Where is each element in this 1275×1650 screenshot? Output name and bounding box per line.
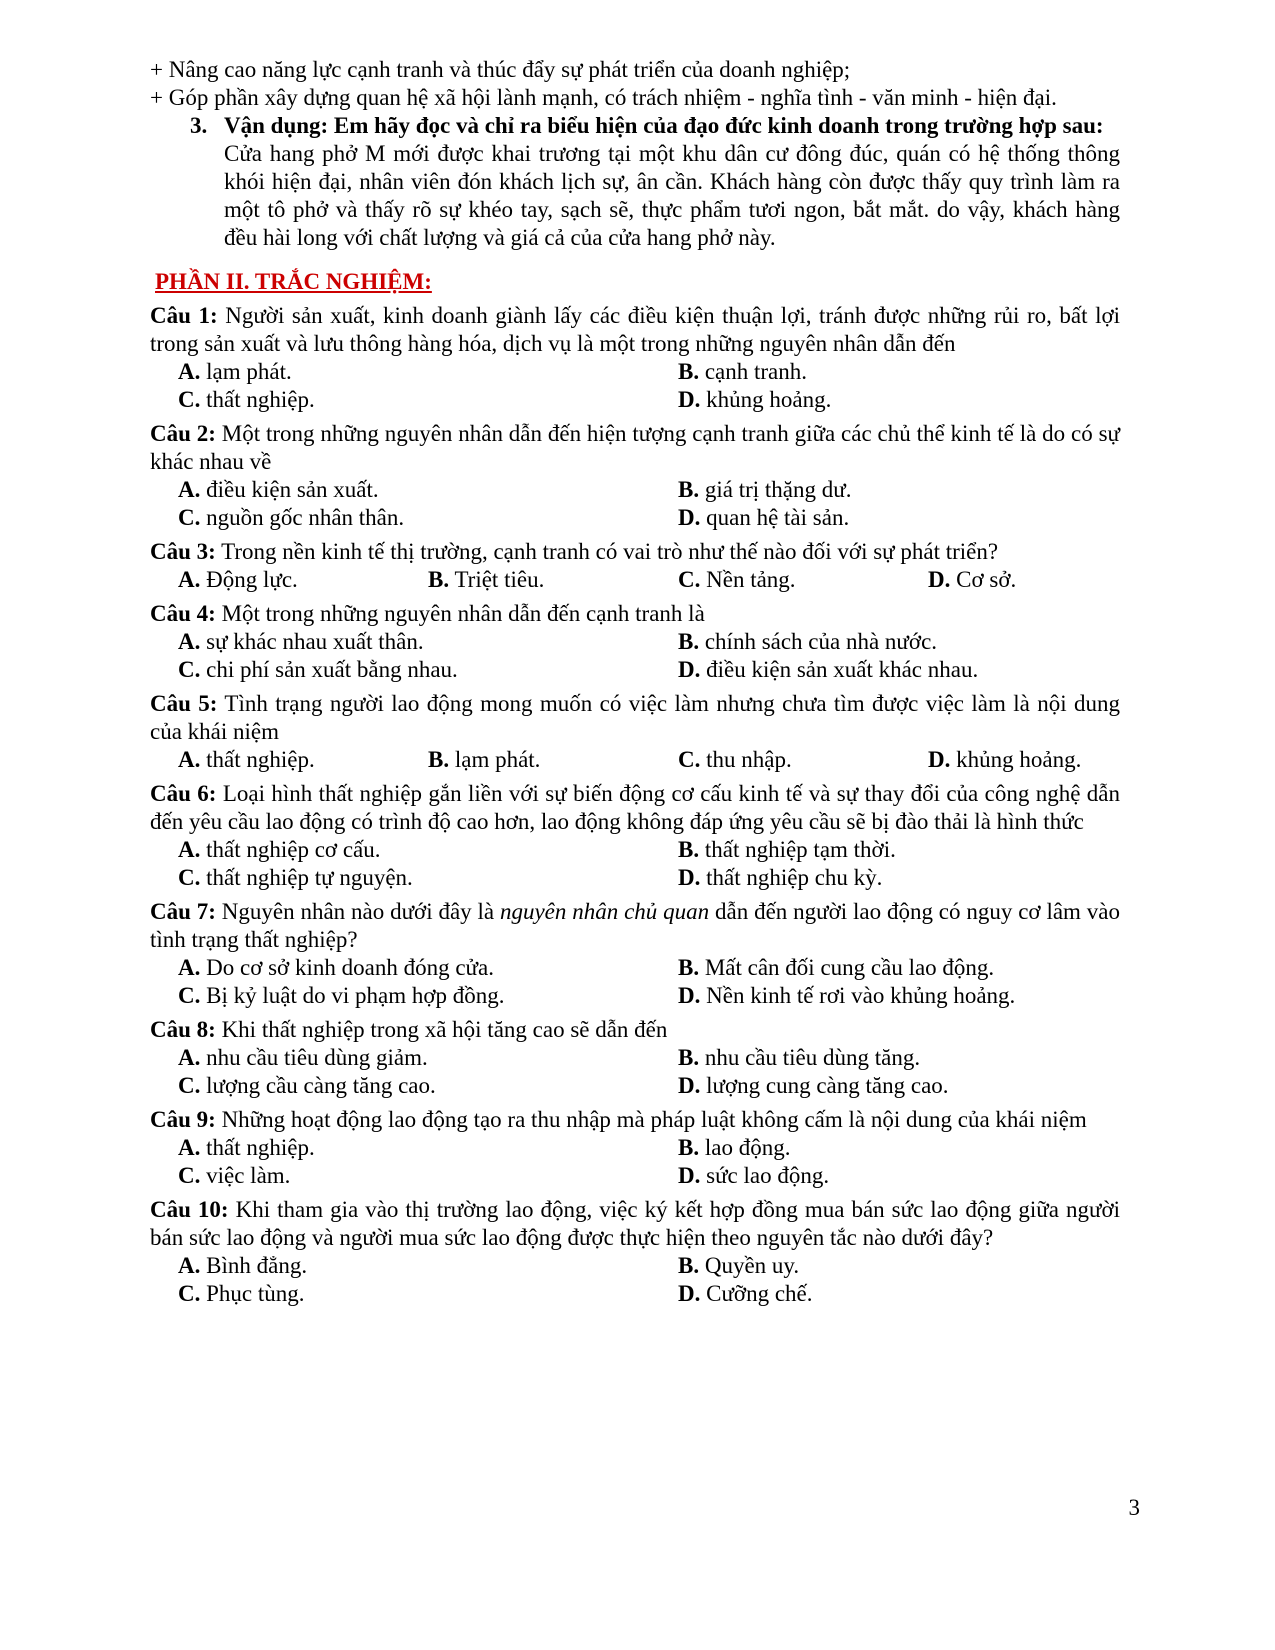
answer-option-d <box>928 566 1148 594</box>
option-text: Nền kinh tế rơi vào khủng hoảng. <box>706 983 1016 1008</box>
option-key: A. <box>178 747 201 772</box>
option-text: Bị kỷ luật do vi phạm hợp đồng. <box>206 983 505 1008</box>
question-stem <box>150 1016 1120 1044</box>
option-text: nhu cầu tiêu dùng giảm. <box>206 1045 428 1070</box>
answer-option-c <box>178 1072 678 1100</box>
question-stem <box>150 600 1120 628</box>
answer-option-c <box>178 504 678 532</box>
answer-option-b <box>678 1252 1148 1280</box>
page-content <box>150 56 1120 1308</box>
question-label: Câu 6: <box>150 781 217 806</box>
answer-option-d <box>678 1072 1148 1100</box>
question-text: Trong nền kinh tế thị trường, cạnh tranh có vai trò như thế nào đối với sự phát triển? <box>221 539 999 564</box>
answer-options <box>178 358 1120 414</box>
option-key: C. <box>678 747 701 772</box>
option-key: D. <box>678 865 701 890</box>
answer-option-a <box>178 1252 678 1280</box>
question-label: Câu 1: <box>150 303 218 328</box>
option-text: thất nghiệp tạm thời. <box>704 837 896 862</box>
question-stem <box>150 690 1120 746</box>
option-text: Phục tùng. <box>206 1281 305 1306</box>
question-label: Câu 7: <box>150 899 216 924</box>
answer-option-a <box>178 1134 678 1162</box>
answer-options <box>178 954 1120 1010</box>
option-key: D. <box>678 983 701 1008</box>
answer-option-c <box>678 746 928 774</box>
option-text: quan hệ tài sản. <box>706 505 850 530</box>
question-text: Khi thất nghiệp trong xã hội tăng cao sẽ dẫn đến <box>221 1017 668 1042</box>
option-key: D. <box>678 1281 701 1306</box>
answer-option-d <box>678 864 1148 892</box>
question-stem <box>150 420 1120 476</box>
option-key: D. <box>678 657 701 682</box>
question-text: Người sản xuất, kinh doanh giành lấy các điều kiện thuận lợi, tránh được những rủi ro, bất lợi trong sản xuất và lưu thông hàng hóa, dịch vụ là một trong những nguyên nhân dẫn đến <box>150 303 1121 356</box>
page-number: 3 <box>1128 1495 1140 1520</box>
option-text: Bình đẳng. <box>206 1253 308 1278</box>
answer-option-b <box>678 358 1148 386</box>
intro-line-2: + Góp phần xây dựng quan hệ xã hội lành mạnh, có trách nhiệm - nghĩa tình - văn minh - hiện đại. <box>150 85 1057 110</box>
question-9 <box>150 1106 1120 1190</box>
question-label: Câu 2: <box>150 421 216 446</box>
option-key: C. <box>178 505 201 530</box>
option-key: D. <box>928 747 951 772</box>
answer-option-c <box>178 656 678 684</box>
answer-option-d <box>678 982 1148 1010</box>
answer-option-b <box>678 954 1148 982</box>
part-2-title: PHẦN II. TRẮC NGHIỆM: <box>155 269 432 294</box>
option-key: A. <box>178 629 201 654</box>
question-text-after: dẫn đến người lao động có nguy cơ lâm vào tình trạng thất nghiệp? <box>150 899 1121 952</box>
answer-option-d <box>678 504 1148 532</box>
question-text: Một trong những nguyên nhân dẫn đến hiện tượng cạnh tranh giữa các chủ thể kinh tế là do có sự khác nhau về <box>150 421 1121 474</box>
section-3-number: 3. <box>190 113 208 138</box>
option-key: A. <box>178 567 201 592</box>
answer-options <box>178 836 1120 892</box>
option-key: C. <box>178 387 201 412</box>
question-text: Những hoạt động lao động tạo ra thu nhập mà pháp luật không cấm là nội dung của khái niệm <box>221 1107 1087 1132</box>
answer-option-c <box>178 982 678 1010</box>
answer-options <box>178 1044 1120 1100</box>
option-key: C. <box>178 657 201 682</box>
option-text: thất nghiệp. <box>206 1135 315 1160</box>
answer-options <box>178 1134 1120 1190</box>
option-text: sự khác nhau xuất thân. <box>206 629 424 654</box>
option-text: Nền tảng. <box>706 567 796 592</box>
option-key: C. <box>178 1281 201 1306</box>
option-text: thất nghiệp cơ cấu. <box>206 837 381 862</box>
answer-option-a <box>178 566 428 594</box>
answer-option-b <box>428 566 678 594</box>
option-key: C. <box>178 983 201 1008</box>
question-1 <box>150 302 1120 414</box>
answer-option-c <box>678 566 928 594</box>
question-2 <box>150 420 1120 532</box>
option-text: lượng cung càng tăng cao. <box>706 1073 949 1098</box>
question-list <box>150 302 1120 1308</box>
option-key: B. <box>678 1135 700 1160</box>
option-text: khủng hoảng. <box>956 747 1082 772</box>
option-key: B. <box>678 955 700 980</box>
option-key: B. <box>678 629 700 654</box>
section-3-heading-text: Vận dụng: Em hãy đọc và chỉ ra biểu hiện của đạo đức kinh doanh trong trường hợp sau: <box>224 113 1104 138</box>
question-text-before: Nguyên nhân nào dưới đây là <box>221 899 500 924</box>
option-text: nguồn gốc nhân thân. <box>206 505 405 530</box>
option-text: lượng cầu càng tăng cao. <box>206 1073 436 1098</box>
question-6 <box>150 780 1120 892</box>
option-key: A. <box>178 359 201 384</box>
option-key: B. <box>678 477 700 502</box>
option-text: Quyền uy. <box>704 1253 800 1278</box>
answer-option-a <box>178 746 428 774</box>
section-3-paragraph: Cửa hang phở M mới được khai trương tại một khu dân cư đông đúc, quán có hệ thống thông khói hiện đại, nhân viên đón khách lịch sự, ân cần. Khách hàng còn được thấy quy trình làm ra một tô phở và thấy rõ sự khéo tay, sạch sẽ, thực phẩm tươi ngon, bắt mắt. do vậy, khách hàng đều hài long với chất lượng và giá cả của cửa hang phở này. <box>224 141 1120 250</box>
question-10 <box>150 1196 1120 1308</box>
answer-options <box>178 476 1120 532</box>
answer-option-b <box>678 1044 1148 1072</box>
question-label: Câu 3: <box>150 539 216 564</box>
option-text: giá trị thặng dư. <box>704 477 852 502</box>
option-key: B. <box>678 1045 700 1070</box>
answer-option-b <box>678 836 1148 864</box>
answer-option-d <box>678 386 1148 414</box>
question-stem <box>150 780 1120 836</box>
option-text: lao động. <box>704 1135 791 1160</box>
option-key: C. <box>178 865 201 890</box>
question-7 <box>150 898 1120 1010</box>
option-key: C. <box>178 1073 201 1098</box>
option-text: Động lực. <box>206 567 298 592</box>
question-5 <box>150 690 1120 774</box>
answer-option-d <box>678 1280 1148 1308</box>
option-key: A. <box>178 955 201 980</box>
answer-options <box>178 746 1120 774</box>
option-key: A. <box>178 1135 201 1160</box>
answer-options <box>178 1252 1120 1308</box>
question-stem <box>150 538 1120 566</box>
option-key: B. <box>678 1253 700 1278</box>
answer-option-a <box>178 628 678 656</box>
option-text: thất nghiệp tự nguyện. <box>206 865 413 890</box>
question-label: Câu 8: <box>150 1017 216 1042</box>
question-text: Một trong những nguyên nhân dẫn đến cạnh tranh là <box>221 601 705 626</box>
option-text: Cưỡng chế. <box>706 1281 813 1306</box>
section-3-body <box>224 140 1120 252</box>
question-label: Câu 5: <box>150 691 218 716</box>
option-text: thất nghiệp. <box>206 747 315 772</box>
answer-option-a <box>178 358 678 386</box>
question-stem <box>150 898 1120 954</box>
question-3 <box>150 538 1120 594</box>
question-text: Loại hình thất nghiệp gắn liền với sự biến động cơ cấu kinh tế và sự thay đổi của công nghệ dẫn đến yêu cầu lao động có trình độ cao hơn, lao động không đáp ứng yêu cầu sẽ bị đào thải là hình thức <box>150 781 1120 834</box>
option-key: D. <box>678 1163 701 1188</box>
answer-option-b <box>678 628 1148 656</box>
option-key: C. <box>178 1163 201 1188</box>
option-key: B. <box>678 837 700 862</box>
option-key: D. <box>678 505 701 530</box>
option-text: Do cơ sở kinh doanh đóng cửa. <box>206 955 494 980</box>
question-stem <box>150 302 1120 358</box>
option-key: C. <box>678 567 701 592</box>
option-text: nhu cầu tiêu dùng tăng. <box>704 1045 921 1070</box>
question-8 <box>150 1016 1120 1100</box>
answer-option-d <box>928 746 1148 774</box>
answer-option-b <box>428 746 678 774</box>
option-key: D. <box>678 1073 701 1098</box>
question-label: Câu 4: <box>150 601 216 626</box>
option-key: D. <box>678 387 701 412</box>
answer-option-d <box>678 656 1148 684</box>
option-text: lạm phát. <box>454 747 541 772</box>
option-key: D. <box>928 567 951 592</box>
answer-option-c <box>178 1280 678 1308</box>
question-stem <box>150 1196 1120 1252</box>
option-text: Triệt tiêu. <box>454 567 545 592</box>
question-stem <box>150 1106 1120 1134</box>
option-text: khủng hoảng. <box>706 387 832 412</box>
option-key: A. <box>178 1253 201 1278</box>
answer-option-d <box>678 1162 1148 1190</box>
option-text: thu nhập. <box>706 747 792 772</box>
question-label: Câu 9: <box>150 1107 216 1132</box>
question-4 <box>150 600 1120 684</box>
answer-option-b <box>678 476 1148 504</box>
answer-option-a <box>178 954 678 982</box>
answer-options <box>178 628 1120 684</box>
option-text: chính sách của nhà nước. <box>704 629 938 654</box>
option-text: điều kiện sản xuất. <box>206 477 379 502</box>
answer-options <box>178 566 1120 594</box>
answer-option-a <box>178 1044 678 1072</box>
section-3 <box>190 112 1120 252</box>
option-text: việc làm. <box>206 1163 291 1188</box>
option-key: B. <box>428 747 450 772</box>
option-text: thất nghiệp chu kỳ. <box>706 865 883 890</box>
answer-option-b <box>678 1134 1148 1162</box>
intro-line-1: + Nâng cao năng lực cạnh tranh và thúc đẩy sự phát triển của doanh nghiệp; <box>150 57 851 82</box>
question-text: Khi tham gia vào thị trường lao động, việc ký kết hợp đồng mua bán sức lao động giữa người bán sức lao động và người mua sức lao động được thực hiện theo nguyên tắc nào dưới đây? <box>150 1197 1121 1250</box>
option-text: sức lao động. <box>706 1163 830 1188</box>
answer-option-a <box>178 836 678 864</box>
option-text: Cơ sở. <box>956 567 1017 592</box>
option-text: điều kiện sản xuất khác nhau. <box>706 657 979 682</box>
option-key: B. <box>678 359 700 384</box>
option-text: chi phí sản xuất bằng nhau. <box>206 657 458 682</box>
option-text: thất nghiệp. <box>206 387 315 412</box>
option-key: A. <box>178 477 201 502</box>
option-key: A. <box>178 1045 201 1070</box>
question-text-italic: nguyên nhân chủ quan <box>499 899 710 924</box>
answer-option-c <box>178 864 678 892</box>
question-label: Câu 10: <box>150 1197 229 1222</box>
section-3-heading <box>190 112 1120 140</box>
option-key: A. <box>178 837 201 862</box>
option-text: lạm phát. <box>206 359 292 384</box>
option-text: cạnh tranh. <box>704 359 808 384</box>
option-text: Mất cân đối cung cầu lao động. <box>704 955 995 980</box>
answer-option-c <box>178 1162 678 1190</box>
option-key: B. <box>428 567 450 592</box>
answer-option-c <box>178 386 678 414</box>
answer-option-a <box>178 476 678 504</box>
question-text: Tình trạng người lao động mong muốn có việc làm nhưng chưa tìm được việc làm là nội dung của khái niệm <box>150 691 1120 744</box>
